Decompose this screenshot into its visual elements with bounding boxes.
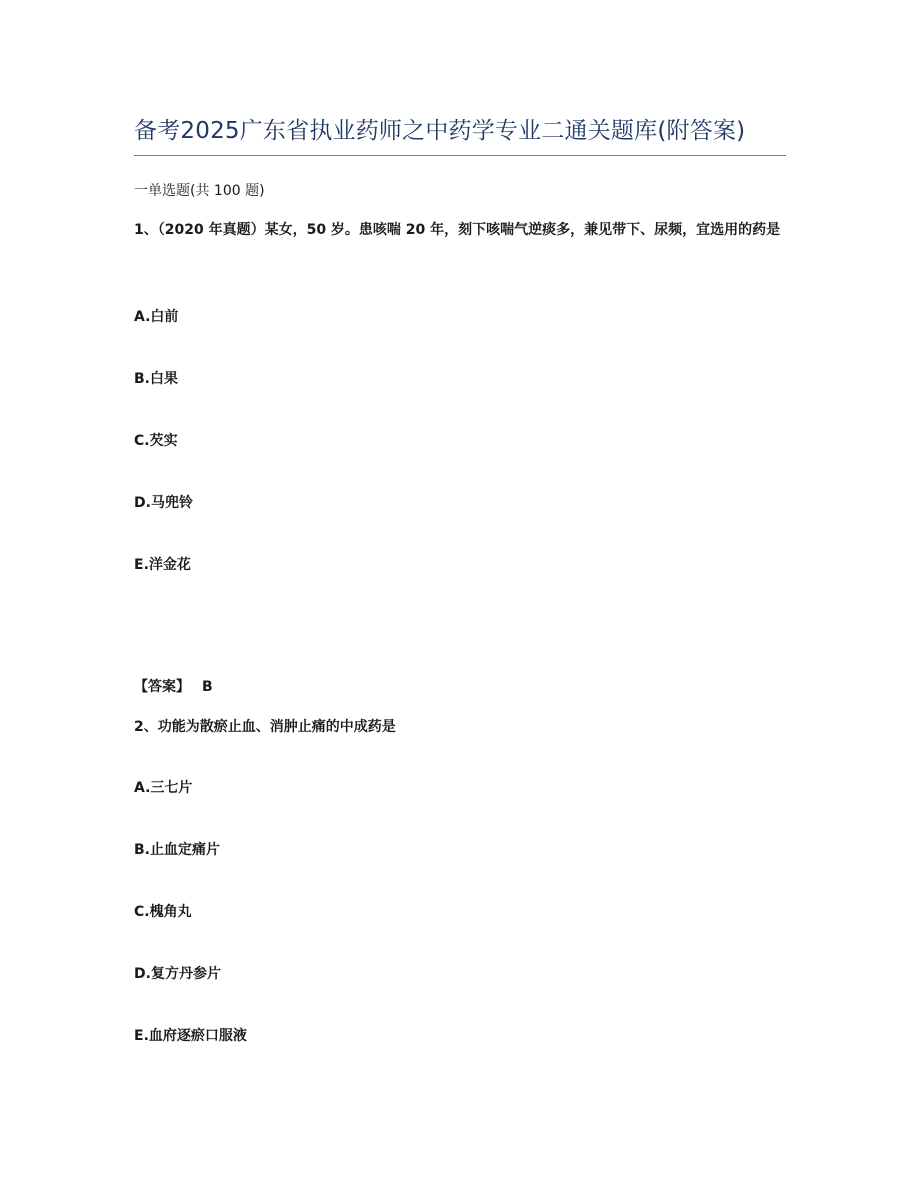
question-2-option-e: E.血府逐瘀口服液 [134,1028,247,1044]
answer-value: B [202,679,213,695]
title-underline [134,155,786,156]
question-1-answer [134,676,213,698]
question-1-option-d: D.马兜铃 [134,495,193,511]
document-title: 备考2025广东省执业药师之中药学专业二通关题库(附答案) [134,118,746,144]
answer-label: 【答案】 [134,679,190,695]
question-1-option-b: B.白果 [134,371,178,387]
question-2-option-b: B.止血定痛片 [134,842,220,858]
section-heading: 一单选题(共 100 题) [134,183,265,199]
question-1-option-a: A.白前 [134,309,179,325]
question-2-option-d: D.复方丹参片 [134,966,221,982]
question-2-text: 2、功能为散瘀止血、消肿止痛的中成药是 [134,719,396,735]
question-2-option-c: C.槐角丸 [134,904,192,920]
question-1-option-e: E.洋金花 [134,557,191,573]
question-2-option-a: A.三七片 [134,780,193,796]
question-1-text: 1、（2020 年真题）某女，50 岁。患咳喘 20 年，刻下咳喘气逆痰多，兼见带下、尿频，宜选用的药是 [134,222,781,238]
question-1-option-c: C.芡实 [134,433,178,449]
